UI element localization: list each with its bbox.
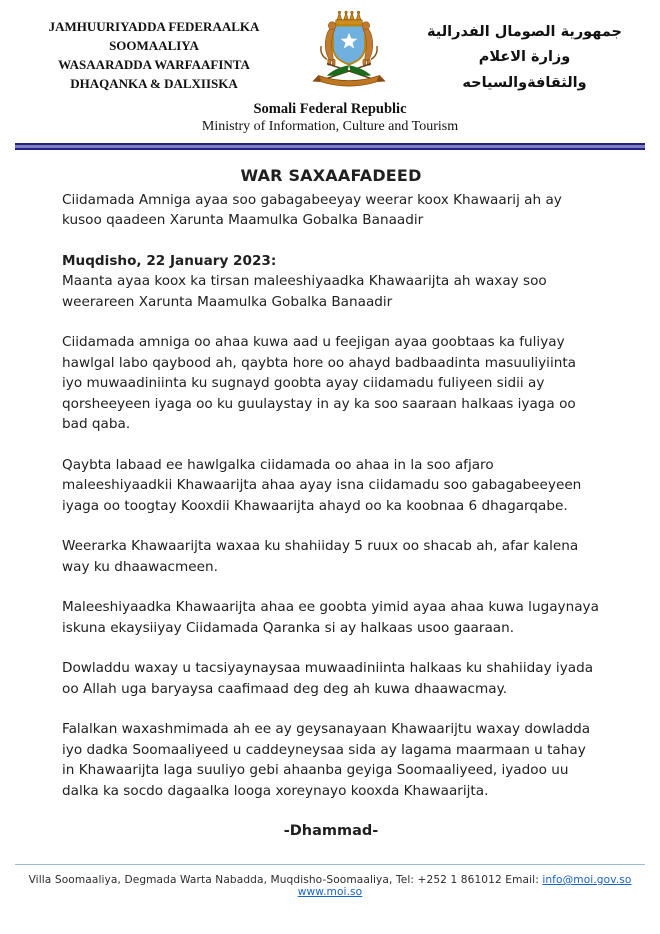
document-title: WAR SAXAAFADEED — [240, 166, 422, 186]
somalia-coat-of-arms-icon — [305, 10, 393, 98]
ministry-name-somali — [18, 14, 290, 93]
dateline: Muqdisho, 22 January 2023: — [62, 252, 277, 269]
body-paragraph: Ciidamada amniga oo ahaa kuwa aad u feejigan ayaa goobtaas ka fuliyay hawlgal labo qaybood ah, qaybta hore oo ahayd badbaadinta masuuliyiinta iyo muwaadiniinta ku sugnayd goobta ayay ciidamadu fuliyeen sidii ay qorsheeyeen iyaga oo ku guulaystay in ay ka soo saaraan halkaas iyaga oo bad qaba. — [62, 334, 577, 433]
footer-website-link[interactable]: www.moi.so — [297, 886, 363, 898]
footer — [15, 864, 645, 898]
letterhead-center-titles — [0, 100, 660, 137]
letterhead-line: WASAARADDA WARFAAFINTA — [58, 56, 250, 72]
footer-contact — [15, 874, 645, 898]
body-paragraph: Weerarka Khawaarijta waxaa ku shahiiday 5 ruux oo shacab ah, afar kalena way ku dhaawacmeen. — [62, 538, 579, 575]
footer-address: Villa Soomaaliya, Degmada Warta Nabadda, Muqdisho-Soomaaliya, Tel: +252 1 861012 Email: — [28, 874, 543, 886]
body-paragraph: Qaybta labaad ee hawlgalka ciidamada oo ahaa in la soo afjaro maleeshiyaadkii Khawaarijta ahaa ayay isna ciidamadu soo gabagabeeyeen iyaga oo toogtay Kooxdii Khawaarijta ahayd oo ka koobnaa 6 dhagarqabe. — [62, 456, 582, 514]
footer-divider — [15, 864, 645, 865]
body-paragraph: Dowladdu waxay u tacsiyaynaysaa muwaadiniinta halkaas ku shahiiday iyada oo Allah uga baryaysa caafimaad deg deg ah kuwa dhaawacmay. — [62, 660, 594, 697]
ministry-name-arabic — [407, 14, 642, 96]
document-body — [0, 150, 660, 842]
body-paragraph: Maleeshiyaadka Khawaarijta ahaa ee goobta yimid ayaa ahaa kuwa lugaynaya iskuna ekaysiiyay Ciidamada Qaranka si ay halkaas usoo gaaraan. — [62, 599, 599, 636]
header-divider — [15, 143, 645, 150]
letterhead-line-arabic: والثقافةوالسياحه — [462, 74, 587, 91]
body-paragraph: Falalkan waxashmimada ah ee ay geysanayaan Khawaarijtu waxay dowladda iyo dadka Soomaaliyeed u caddeyneysaa sida ay lagama maarmaan u tahay in Khawaarijta laga suuliyo gebi ahaanba geyiga Soomaaliyeed, iyadoo uu dalka ka socdo dagaalka looga xoreynayo kooxda Khawaarijta. — [62, 721, 591, 799]
body-paragraph: Maanta ayaa koox ka tirsan maleeshiyaadka Khawaarijta ah waxay soo weerareen Xarunta Maamulka Gobalka Banaadir — [62, 273, 547, 310]
letterhead-line: DHAQANKA & DALXIISKA — [70, 75, 238, 91]
closing-mark: -Dhammad- — [283, 823, 379, 840]
republic-title: Somali Federal Republic — [253, 101, 407, 117]
letterhead-line: JAMHUURIYADDA FEDERAALKA — [48, 19, 260, 34]
letterhead-line-arabic: جمهورية الصومال الفدرالية — [426, 24, 622, 40]
footer-email-link[interactable]: info@moi.gov.so — [542, 874, 632, 886]
ministry-title-english: Ministry of Information, Culture and Tourism — [201, 119, 459, 135]
document-subtitle: Ciidamada Amniga ayaa soo gabagabeeyay weerar koox Khawaarij ah ay kusoo qaadeen Xarunta Maamulka Gobalka Banaadir — [62, 191, 562, 229]
letterhead-line-arabic: وزارة الاعلام — [478, 49, 571, 66]
letterhead-line: SOOMAALIYA — [109, 37, 199, 53]
crown — [335, 11, 361, 25]
letterhead — [0, 0, 660, 98]
